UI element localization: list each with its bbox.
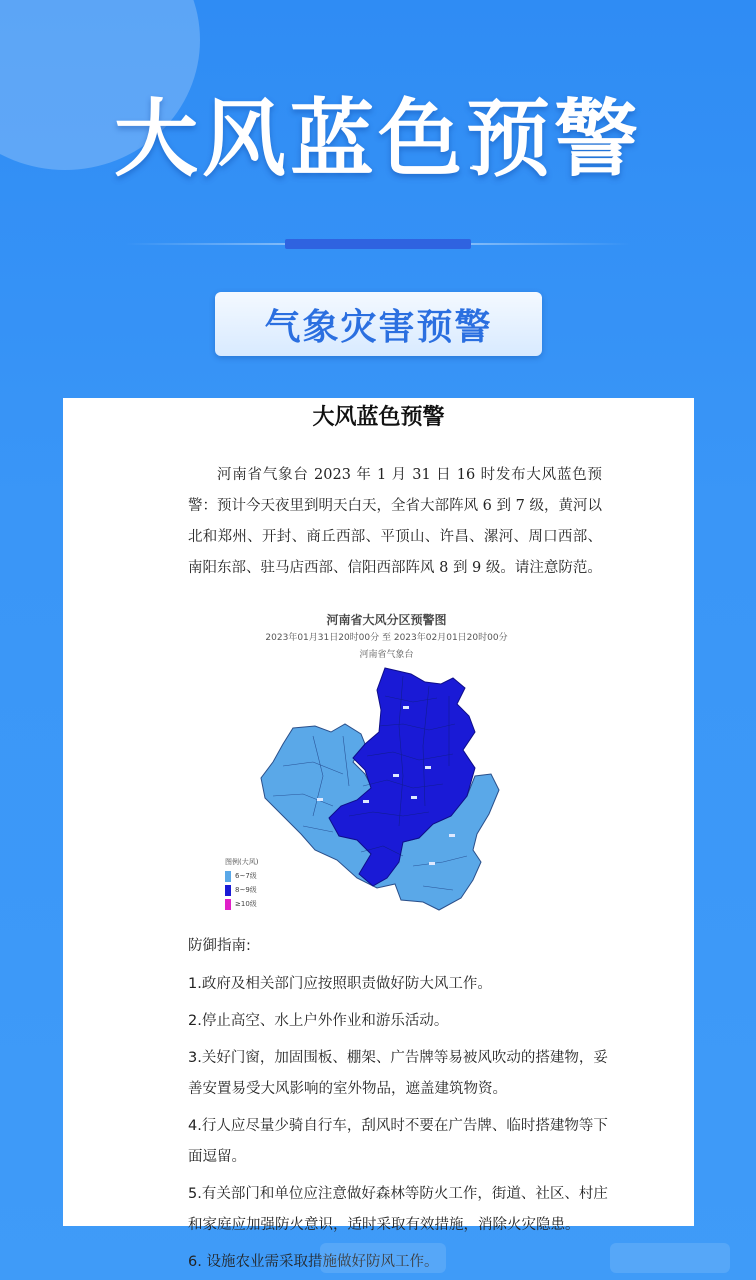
- map-title: 河南省大风分区预警图: [326, 613, 447, 627]
- legend-label: ≥10级: [235, 900, 257, 908]
- defense-guide: [188, 931, 608, 1278]
- headline: 大风蓝色预警: [113, 90, 642, 188]
- guide-item: 1.政府及相关部门应按照职责做好防大风工作。: [188, 976, 492, 992]
- henan-wind-warning-map: [253, 666, 513, 916]
- guide-heading: 防御指南:: [188, 938, 251, 954]
- guide-item: 6. 设施农业需采取措施做好防风工作。: [188, 1254, 439, 1270]
- guide-item: 2.停止高空、水上户外作业和游乐活动。: [188, 1013, 449, 1029]
- bottom-decoration-left: [320, 1243, 446, 1273]
- guide-item: 4.行人应尽量少骑自行车，刮风时不要在广告牌、临时搭建物等下面逗留。: [188, 1118, 608, 1165]
- legend-label: 6~7级: [235, 872, 257, 880]
- guide-item: 3.关好门窗，加固围板、棚架、广告牌等易被风吹动的搭建物，妥善安置易受大风影响的室外物品，遮盖建筑物资。: [188, 1050, 608, 1097]
- legend-swatch: [225, 899, 231, 910]
- map-time-range: 2023年01月31日20时00分 至 2023年02月01日20时00分: [265, 633, 508, 643]
- guide-item: 5.有关部门和单位应注意做好森林等防火工作，街道、社区、村庄和家庭应加强防火意识，适时采取有效措施，消除火灾隐患。: [188, 1186, 608, 1233]
- header-divider-bar: [285, 239, 471, 249]
- bottom-decoration-right: [610, 1243, 730, 1273]
- legend-title: 图例(大风): [225, 858, 259, 866]
- legend-swatch: [225, 885, 231, 896]
- subtitle-badge: [215, 292, 542, 356]
- legend-label: 8~9级: [235, 886, 257, 894]
- warning-document: [63, 398, 694, 1270]
- legend-item: [225, 897, 258, 911]
- document-body: 河南省气象台 2023 年 1 月 31 日 16 时发布大风蓝色预警：预计今天夜里到明天白天，全省大部阵风 6 到 7 级，黄河以北和郑州、开封、商丘西部、平顶山、许昌、漯河、周口西部、南阳东部、驻马店西部、信阳西部阵风 8 到 9 级。请注意防范。: [188, 467, 602, 576]
- legend-item: [225, 869, 258, 883]
- map-legend: [225, 855, 258, 911]
- document-title: 大风蓝色预警: [312, 404, 445, 430]
- subtitle-text: 气象灾害预警: [264, 306, 493, 348]
- legend-swatch: [225, 871, 231, 882]
- legend-item: [225, 883, 258, 897]
- map-issuer: 河南省气象台: [359, 650, 414, 660]
